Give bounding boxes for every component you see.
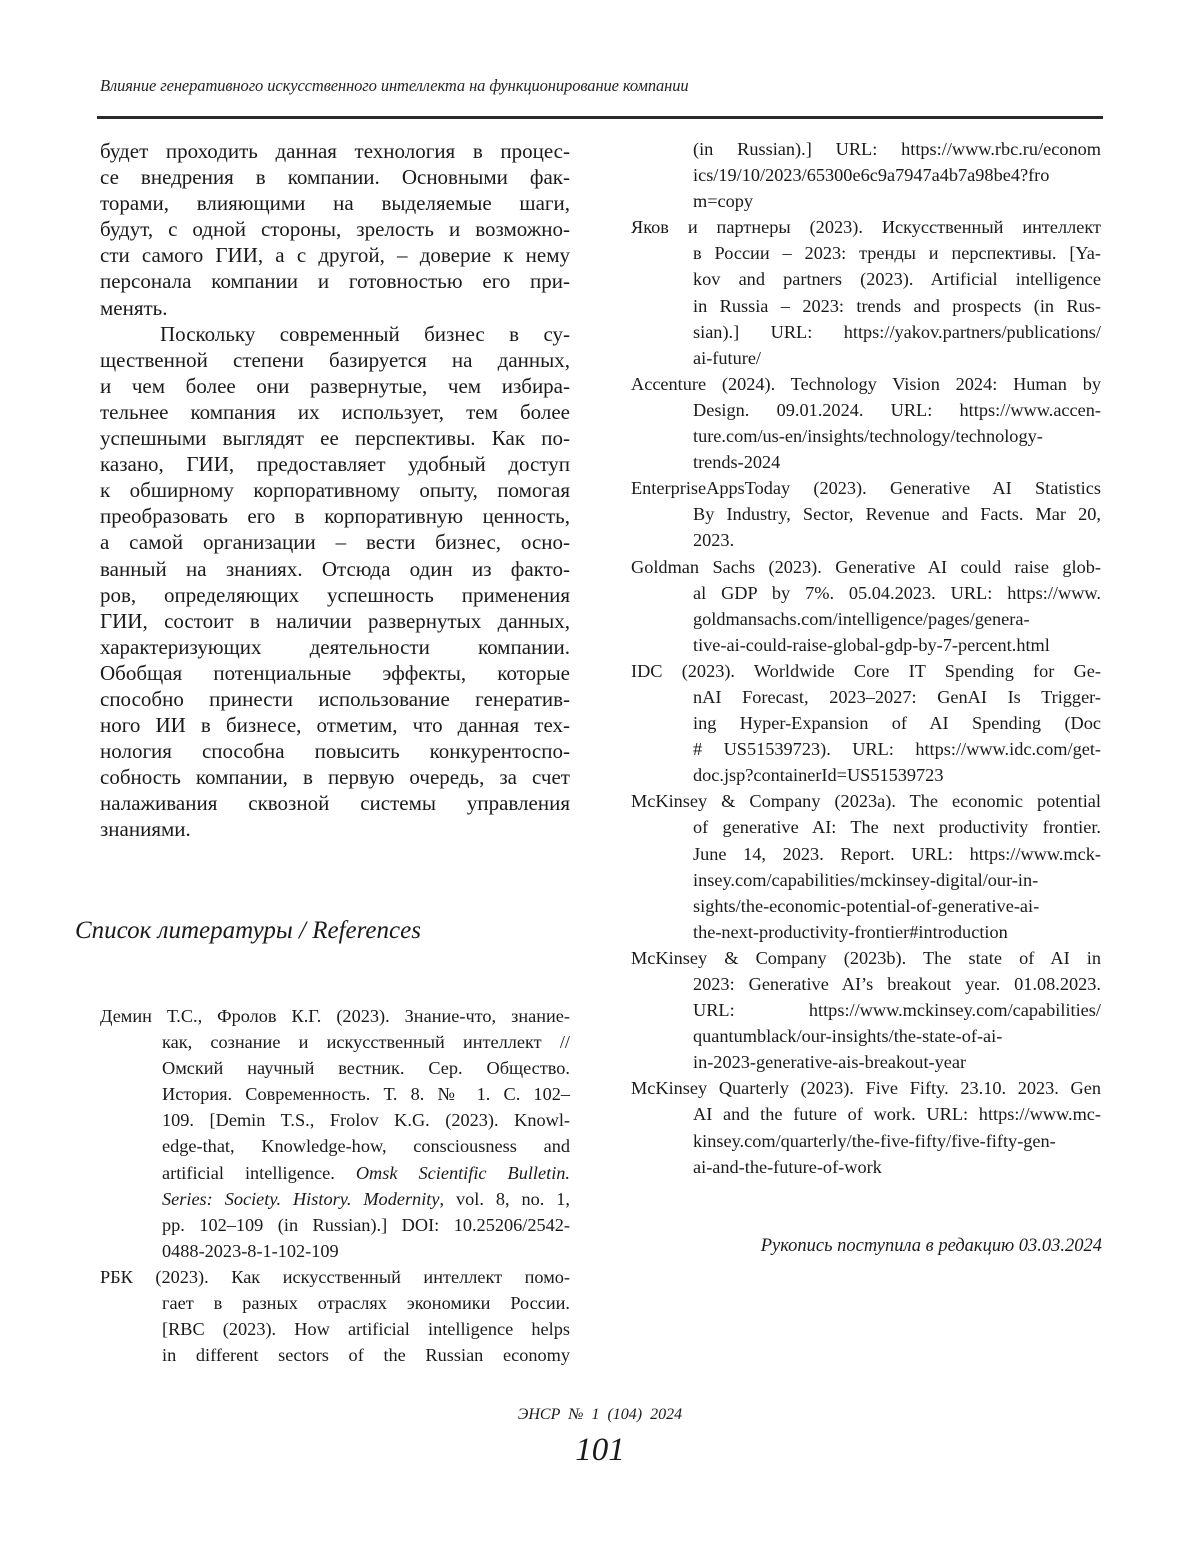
reference-url[interactable]: tive-ai-could-raise-global-gdp-by-7-percent.html <box>693 634 1050 655</box>
reference-url[interactable]: # US51539723). URL: https://www.idc.com/get- <box>693 739 1101 760</box>
reference-url[interactable]: the-next-productivity-frontier#introduction <box>693 921 1008 942</box>
reference-line: EnterpriseAppsToday (2023). Generative AI Statistics <box>631 478 1101 499</box>
reference-entry-idc <box>631 658 1101 788</box>
reference-line: 2023. <box>693 530 735 551</box>
reference-line: AI and the future of work. URL: https://www.mc- <box>693 1104 1101 1125</box>
reference-entry-mckinsey-2023a <box>631 788 1101 945</box>
reference-url[interactable]: insey.com/capabilities/mckinsey-digital/our-in- <box>693 869 1039 890</box>
text-line: успешными выглядят ее перспективы. Как по- <box>100 426 570 451</box>
reference-url[interactable]: m=copy <box>693 191 754 212</box>
text-line: сти самого ГИИ, а с другой, – доверие к нему <box>100 243 570 268</box>
text-line: знаниями. <box>100 817 191 842</box>
reference-line: al GDP by 7%. 05.04.2023. URL: https://www. <box>693 582 1101 603</box>
reference-line: Goldman Sachs (2023). Generative AI could raise glob- <box>631 556 1101 577</box>
reference-url[interactable]: doc.jsp?containerId=US51539723 <box>693 765 944 786</box>
text-line: Поскольку современный бизнес в су- <box>160 321 570 346</box>
reference-line: IDC (2023). Worldwide Core IT Spending for Ge- <box>631 660 1101 681</box>
reference-line: Accenture (2024). Technology Vision 2024: Human by <box>631 373 1101 394</box>
text-line: налаживания сквозной системы управления <box>100 791 570 816</box>
reference-entry-rbc <box>100 1264 570 1368</box>
reference-entry-demin <box>100 1003 570 1264</box>
text-line: и чем более они развернутые, чем избира- <box>100 373 570 398</box>
references-right-column <box>631 136 1101 1180</box>
reference-line: in Russia – 2023: trends and prospects (in Rus- <box>693 295 1101 316</box>
reference-url[interactable]: sights/the-economic-potential-of-generative-ai- <box>693 895 1040 916</box>
reference-line: как, сознание и искусственный интеллект // <box>162 1032 570 1053</box>
reference-url[interactable]: sian).] URL: https://yakov.partners/publications/ <box>693 321 1101 342</box>
text-line: ГИИ, состоит в наличии развернутых данных, <box>100 608 570 633</box>
reference-line: История. Современность. Т. 8. № 1. С. 102– <box>162 1084 570 1105</box>
reference-text: artificial intelligence. <box>162 1162 356 1183</box>
text-line: ного ИИ в бизнесе, отметим, что данная тех- <box>100 713 570 738</box>
text-line: будет проходить данная технология в процес- <box>100 139 570 163</box>
reference-url[interactable]: ics/19/10/2023/65300e6c9a7947a4b7a98be4?fro <box>693 165 1050 186</box>
reference-line: 109. [Demin T.S., Frolov K.G. (2023). Knowl- <box>162 1110 570 1131</box>
reference-url[interactable]: goldmansachs.com/intelligence/pages/genera- <box>693 608 1030 629</box>
reference-line: kov and partners (2023). Artificial intelligence <box>693 269 1101 290</box>
manuscript-received-note: Рукопись поступила в редакцию 03.03.2024 <box>760 1236 1102 1256</box>
text-line: торами, влияющими на выделяемые шаги, <box>100 191 570 216</box>
reference-line: Design. 09.01.2024. URL: https://www.accen- <box>693 399 1101 420</box>
reference-line: РБК (2023). Как искусственный интеллект помо- <box>100 1266 570 1287</box>
reference-url[interactable]: URL: https://www.mckinsey.com/capabilities/ <box>693 1000 1101 1021</box>
text-line: а самой организации – вести бизнес, осно- <box>100 530 570 555</box>
reference-entry-enterpriseappstoday <box>631 475 1101 553</box>
text-line: казано, ГИИ, предоставляет удобный доступ <box>100 452 570 477</box>
text-line: Обобщая потенциальные эффекты, которые <box>100 660 570 685</box>
reference-line: McKinsey Quarterly (2023). Five Fifty. 23.10. 2023. Gen <box>631 1078 1101 1099</box>
running-head-title: Влияние генеративного искусственного интеллекта на функционирование компании <box>100 76 689 95</box>
reference-line: in different sectors of the Russian economy <box>162 1345 570 1366</box>
page-number: 101 <box>575 1432 625 1468</box>
text-line: тельнее компания их использует, тем более <box>100 399 570 424</box>
reference-url[interactable]: ture.com/us-en/insights/technology/technology- <box>693 426 1043 447</box>
reference-entry-rbc-continued <box>631 136 1101 214</box>
reference-entry-yakov <box>631 214 1101 371</box>
reference-url[interactable]: trends-2024 <box>693 452 781 473</box>
reference-line-mixed <box>100 1160 570 1186</box>
reference-url[interactable]: ai-and-the-future-of-work <box>693 1156 882 1177</box>
reference-line: 2023: Generative AI’s breakout year. 01.08.2023. <box>693 974 1101 994</box>
reference-entry-mckinsey-quarterly <box>631 1075 1101 1179</box>
reference-doi: 0488-2023-8-1-102-109 <box>162 1240 339 1261</box>
journal-issue-footer: ЭНСР № 1 (104) 2024 <box>517 1406 683 1423</box>
left-column-body <box>100 138 570 843</box>
reference-text: , vol. 8, no. 1, <box>439 1188 571 1209</box>
journal-series-italic: Series: Society. History. Modernity <box>162 1188 440 1209</box>
journal-title-italic: Omsk Scientific Bulletin. <box>355 1162 570 1183</box>
reference-line: McKinsey & Company (2023b). The state of AI in <box>631 947 1101 968</box>
body-paragraph-2 <box>100 321 570 843</box>
text-line: к обширному корпоративному опыту, помогая <box>100 478 570 503</box>
text-line: ванный на знаниях. Отсюда один из факто- <box>100 556 570 581</box>
reference-url[interactable]: in-2023-generative-ais-breakout-year <box>693 1052 967 1073</box>
reference-line: June 14, 2023. Report. URL: https://www.mck- <box>693 843 1101 864</box>
references-left-column <box>100 1003 570 1368</box>
references-heading: Список литературы / References <box>75 917 421 944</box>
reference-line: By Industry, Sector, Revenue and Facts. Mar 20, <box>693 504 1101 525</box>
reference-url[interactable]: quantumblack/our-insights/the-state-of-ai- <box>693 1026 1003 1047</box>
reference-line-mixed <box>100 1186 570 1212</box>
reference-url[interactable]: (in Russian).] URL: https://www.rbc.ru/econom <box>693 139 1101 159</box>
text-line: се внедрения в компании. Основными фак- <box>100 165 570 190</box>
body-paragraph-1 <box>100 138 570 321</box>
reference-line: McKinsey & Company (2023a). The economic potential <box>631 791 1101 812</box>
text-line: способно принести использование генератив- <box>100 686 570 711</box>
reference-line: гает в разных отраслях экономики России. <box>162 1293 570 1314</box>
reference-line: Демин Т.С., Фролов К.Г. (2023). Знание-что, знание- <box>100 1006 570 1026</box>
reference-line: ing Hyper-Expansion of AI Spending (Doc <box>693 713 1101 734</box>
text-line: персонала компании и готовностью его при- <box>100 269 570 294</box>
reference-entry-accenture <box>631 371 1101 475</box>
text-line: ров, определяющих успешность применения <box>100 582 570 607</box>
text-line: преобразовать его в корпоративную ценность, <box>100 504 570 529</box>
reference-url[interactable]: ai-future/ <box>693 347 762 368</box>
reference-line: Яков и партнеры (2023). Искусственный интеллект <box>631 217 1101 238</box>
text-line: нология способна повысить конкурентоспо- <box>100 739 570 764</box>
text-line: характеризующих деятельности компании. <box>100 634 570 659</box>
header-rule <box>97 116 1103 119</box>
reference-line: edge-that, Knowledge-how, consciousness and <box>162 1136 570 1157</box>
text-line: собность компании, в первую очередь, за счет <box>100 765 570 790</box>
reference-line: pp. 102–109 (in Russian).] DOI: 10.25206/2542- <box>162 1214 570 1235</box>
reference-line: Омский научный вестник. Сер. Общество. <box>162 1058 570 1079</box>
text-line: будут, с одной стороны, зрелость и возможно- <box>100 217 570 242</box>
reference-line: [RBC (2023). How artificial intelligence helps <box>162 1319 570 1340</box>
reference-entry-goldman-sachs <box>631 554 1101 658</box>
reference-line: of generative AI: The next productivity frontier. <box>693 817 1101 838</box>
reference-entry-mckinsey-2023b <box>631 945 1101 1075</box>
reference-line: в России – 2023: тренды и перспективы. [Ya- <box>693 243 1101 264</box>
text-line: щественной степени базируется на данных, <box>100 347 570 372</box>
reference-url[interactable]: kinsey.com/quarterly/the-five-fifty/five-fifty-gen- <box>693 1130 1056 1151</box>
reference-line: nAI Forecast, 2023–2027: GenAI Is Trigger- <box>693 686 1101 707</box>
text-line: менять. <box>100 295 168 320</box>
